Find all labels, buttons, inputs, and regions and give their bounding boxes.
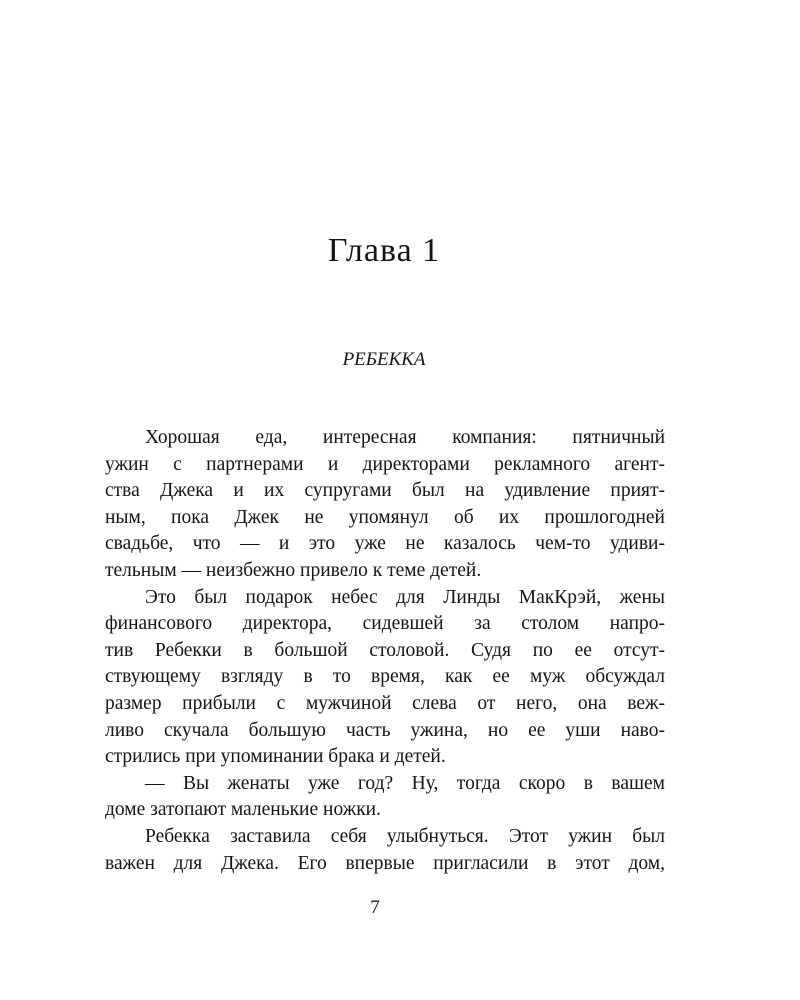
page-number: 7 [370, 897, 380, 918]
text-line: финансового директора, сидевшей за столом напро- [105, 613, 665, 635]
text-line: ужин с партнерами и директорами рекламного агент- [105, 453, 665, 475]
text-line: тив Ребекки в большой столовой. Судя по ее отсут- [105, 639, 665, 661]
chapter-subtitle: РЕБЕККА [342, 349, 426, 370]
text-line: важен для Джека. Его впервые пригласили в этот дом, [105, 852, 665, 874]
text-line: Ребекка заставила себя улыбнуться. Этот ужин был [145, 825, 665, 847]
text-line: тельным — неизбежно привело к теме детей. [105, 559, 482, 581]
text-line: размер прибыли с мужчиной слева от него, она веж- [105, 692, 665, 714]
chapter-title: Глава 1 [327, 232, 441, 269]
body-text [105, 425, 665, 877]
text-line: доме затопают маленькие ножки. [105, 799, 381, 821]
text-line: ным, пока Джек не упомянул об их прошлогодней [105, 506, 665, 528]
text-line: — Вы женаты уже год? Ну, тогда скоро в вашем [145, 772, 665, 794]
text-line: стрились при упоминании брака и детей. [105, 746, 446, 768]
text-line: Это был подарок небес для Линды МакКрэй, жены [145, 586, 665, 608]
text-line: ливо скучала большую часть ужина, но ее уши наво- [105, 719, 665, 741]
text-line: свадьбе, что — и это уже не казалось чем-то удиви- [105, 533, 665, 555]
text-line: ства Джека и их супругами был на удивление прият- [105, 480, 665, 502]
text-line: Хорошая еда, интересная компания: пятничный [145, 427, 665, 448]
text-line: ствующему взгляду в то время, как ее муж обсуждал [105, 666, 665, 688]
